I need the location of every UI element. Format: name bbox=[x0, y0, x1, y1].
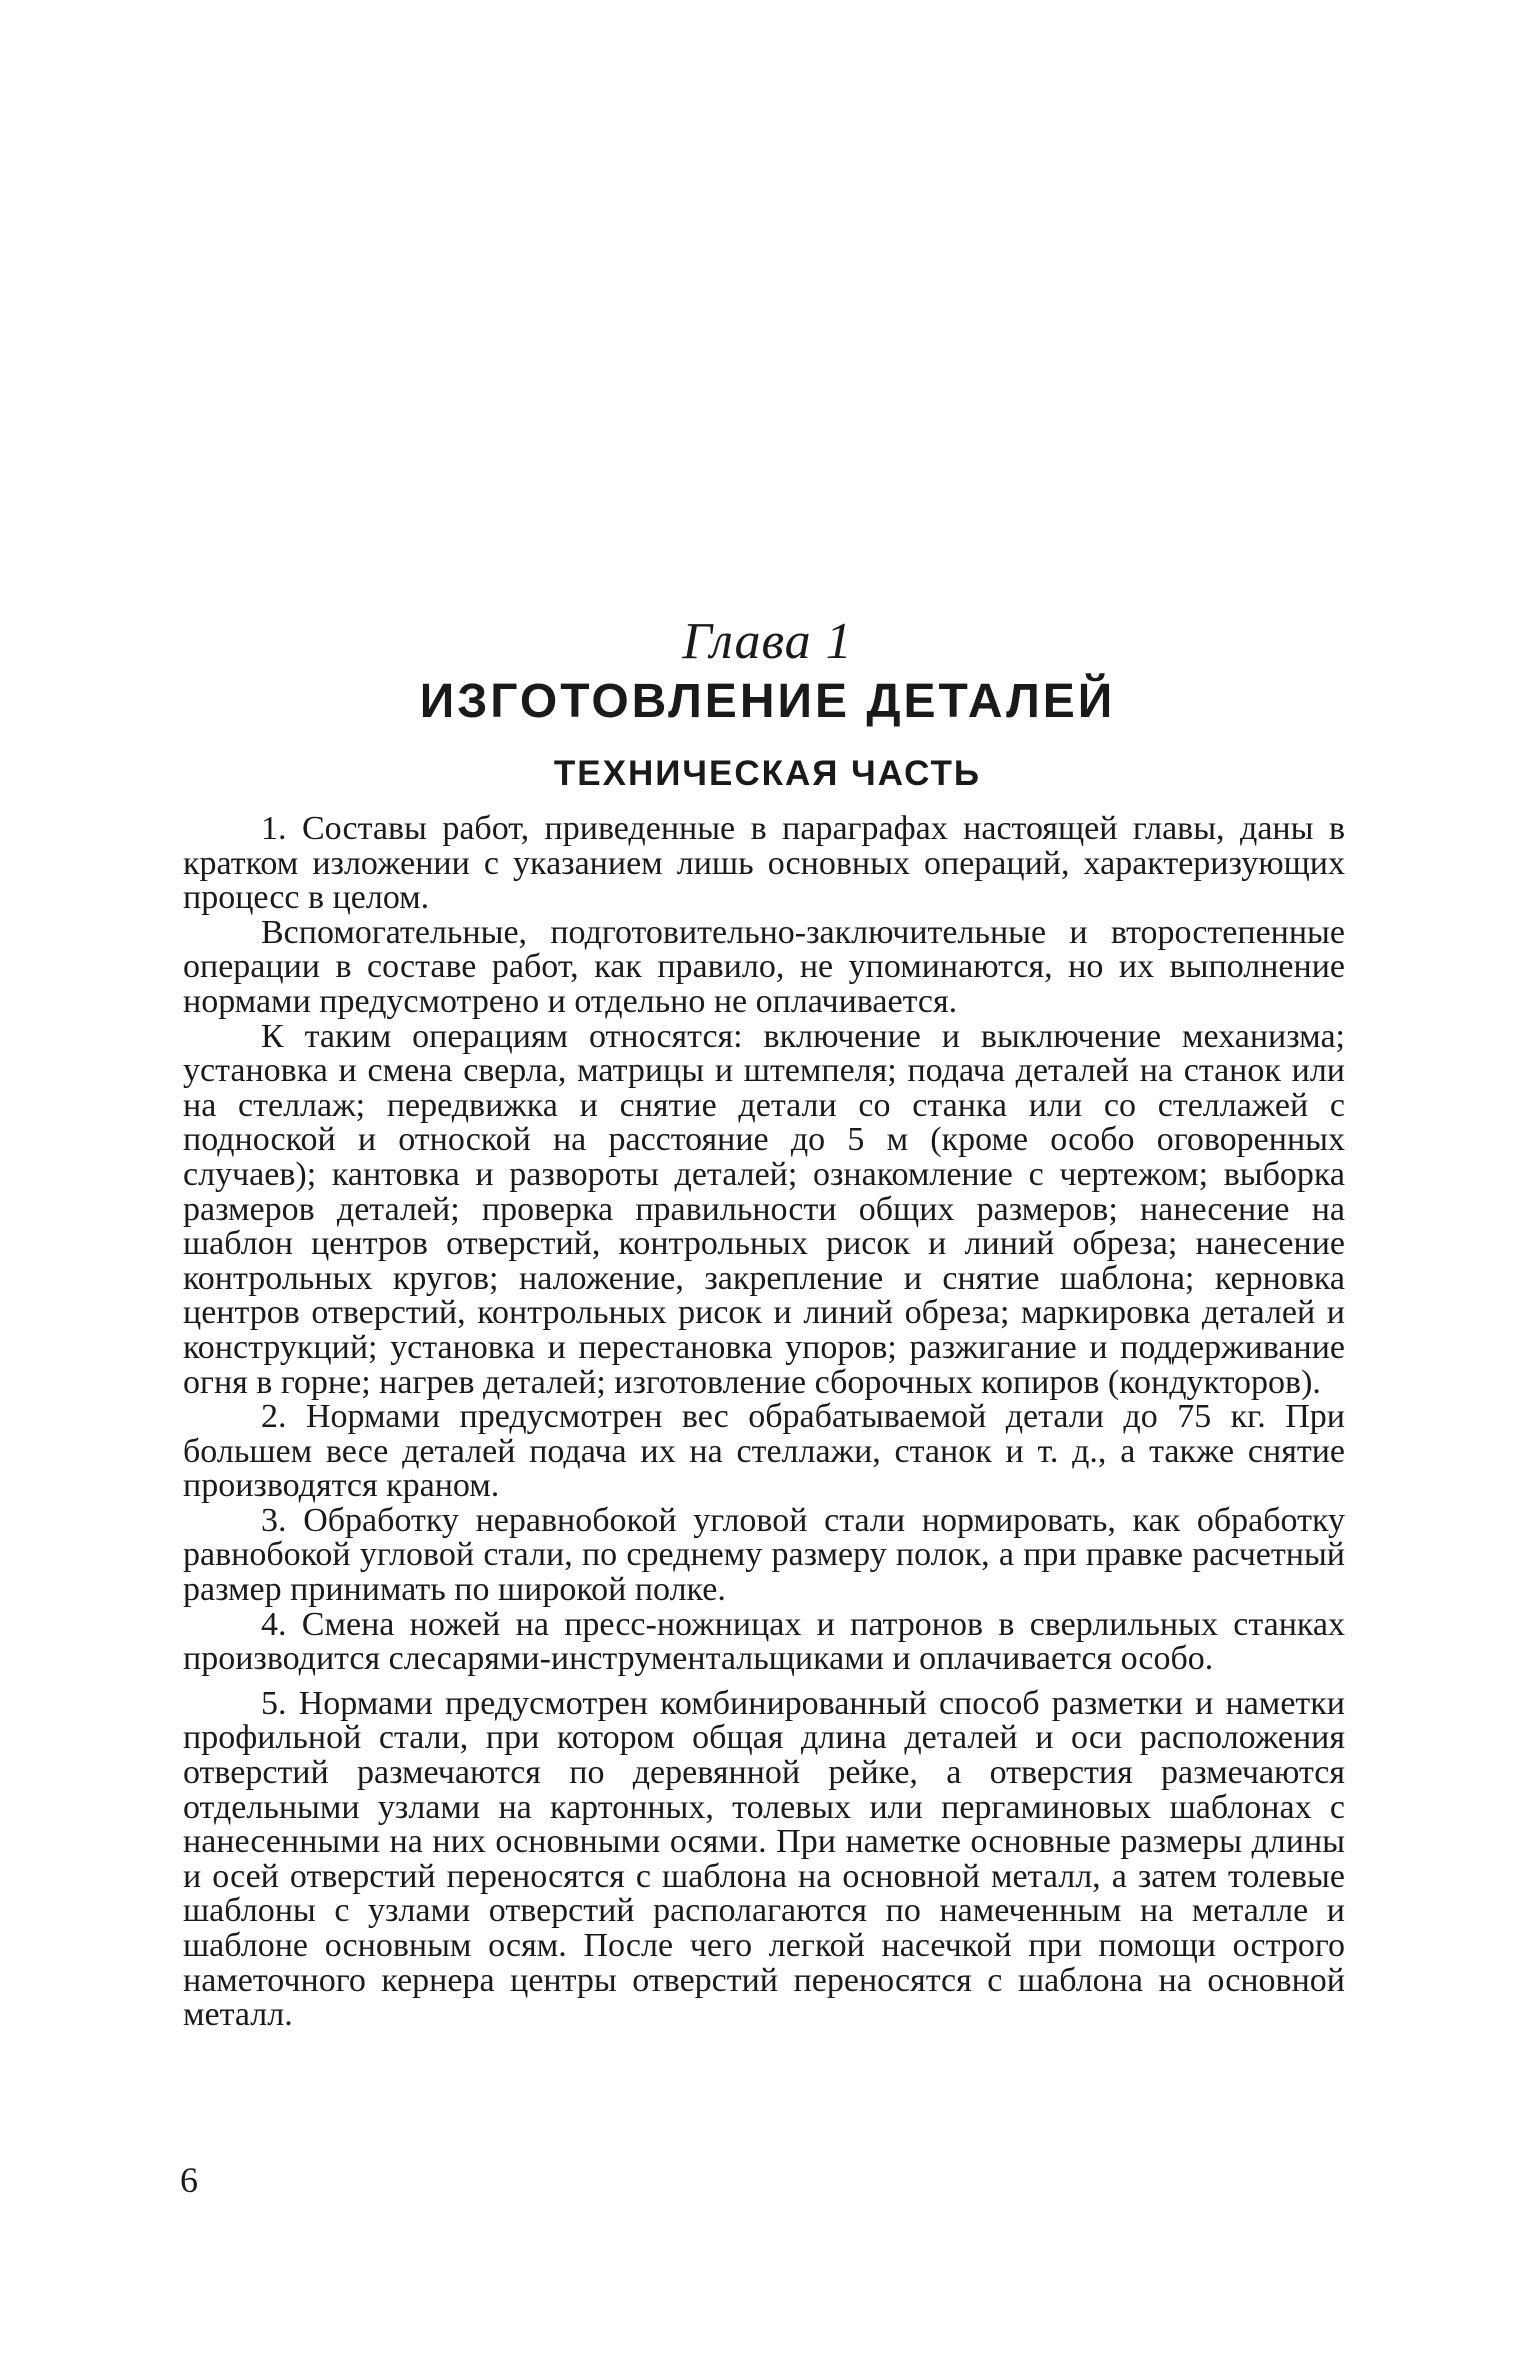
page-number: 6 bbox=[180, 2160, 198, 2200]
paragraph-5: 3. Обработку неравнобокой угловой стали нормировать, как обработку равнобокой угловой стали, по среднему размеру полок, а при правке расчетный размер принимать по широкой полке. bbox=[183, 1501, 1345, 1609]
paragraph-1: 1. Составы работ, приведенные в параграфах настоящей главы, даны в кратком изложении с указанием лишь основных операций, характеризующих процесс в целом. bbox=[183, 810, 1345, 917]
chapter-label: Глава 1 bbox=[682, 613, 853, 670]
paragraph-4: 2. Нормами предусмотрен вес обрабатываемой детали до 75 кг. При большем весе деталей подача их на стеллажи, станок и т. д., а также снятие производятся краном. bbox=[183, 1398, 1345, 1505]
paragraph-3: К таким операциям относятся: включение и выключение механизма; установка и смена сверла, матрицы и штемпеля; подача деталей на станок или на стеллаж; передвижка и снятие детали со станка или со стеллажей с подноской и отноской на расстояние до 5 м (кроме особо оговоренных случаев); кантовка и развороты деталей; ознакомление с чертежом; выборка размеров деталей; проверка правильности общих размеров; нанесение на шаблон центров отверстий, контрольных рисок и линий обреза; нанесение контрольных кругов; наложение, закрепление и снятие шаблона; керновка центров отверстий, контрольных рисок и линий обреза; маркировка деталей и конструкций; установка и перестановка упоров; разжигание и поддерживание огня в горне; нагрев деталей; изготовление сборочных копиров (кондукторов). bbox=[183, 1017, 1345, 1401]
paragraph-6: 4. Смена ножей на пресс-ножницах и патронов в сверлильных станках производится слесарями-инструментальщиками и оплачивается особо. bbox=[183, 1605, 1345, 1678]
section-title: ТЕХНИЧЕСКАЯ ЧАСТЬ bbox=[553, 754, 982, 793]
body-text bbox=[183, 812, 1345, 2033]
paragraph-7: 5. Нормами предусмотрен комбинированный способ разметки и наметки профильной стали, при котором общая длина деталей и оси расположения отверстий размечаются по деревянной рейке, а отверстия размечаются отдельными узлами на картонных, толевых или пергаминовых шаблонах с нанесенными на них основными осями. При наметке основные размеры длины и осей отверстий переносятся с шаблона на основной металл, а затем толевые шаблоны с узлами отверстий располагаются по намеченным на металле и шаблоне основным осям. После чего легкой насечкой при помощи острого наметочного кернера центры отверстий переносятся с шаблона на основной металл. bbox=[183, 1684, 1345, 2034]
paragraph-2: Вспомогательные, подготовительно-заключительные и второстепенные операции в составе работ, как правило, не упоминаются, но их выполнение нормами предусмотрено и отдельно не оплачивается. bbox=[183, 913, 1345, 1020]
chapter-title: ИЗГОТОВЛЕНИЕ ДЕТАЛЕЙ bbox=[419, 675, 1116, 728]
